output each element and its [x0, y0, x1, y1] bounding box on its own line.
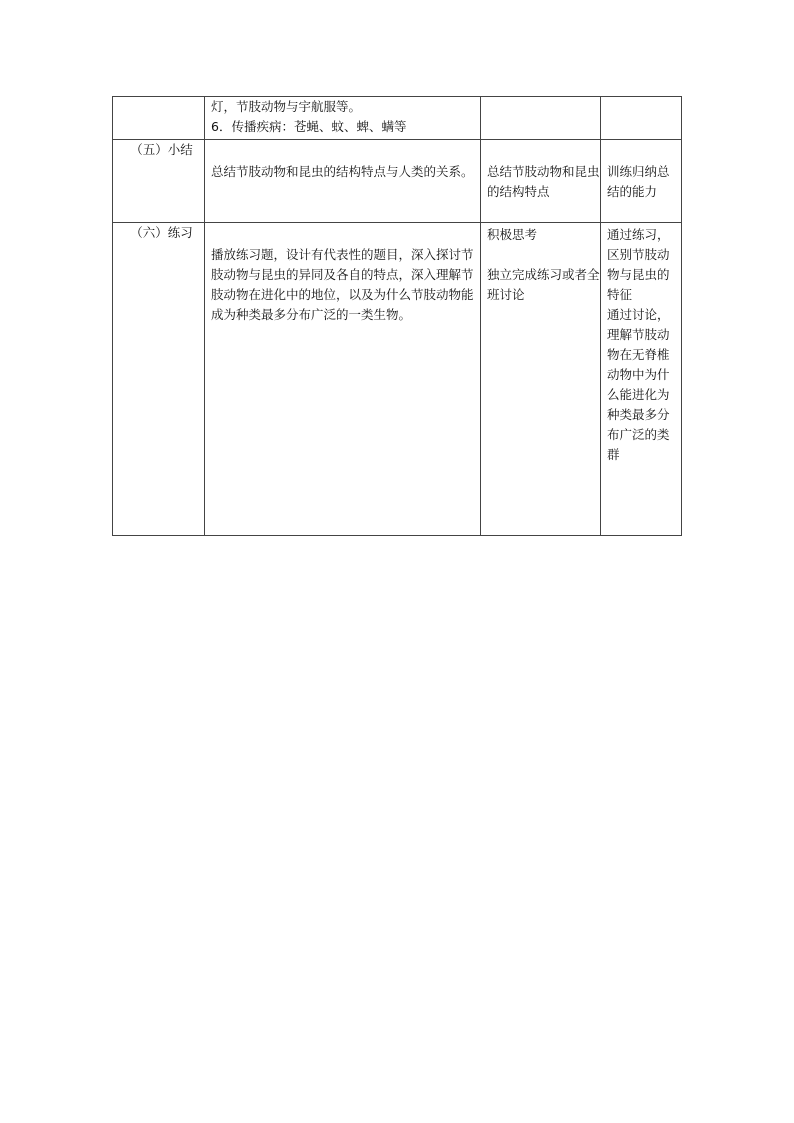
content-text: 总结节肢动物和昆虫的结构特点与人类的关系。	[211, 164, 474, 179]
content-cell	[205, 97, 481, 140]
table-row	[113, 97, 682, 140]
purpose-cell	[601, 223, 682, 536]
content-text: 播放练习题，设计有代表性的题目，深入探讨节肢动物与昆虫的异同及各自的特点，深入理解节肢动物在进化中的地位，以及为什么节肢动物能成为种类最多分布广泛的一类生物。	[211, 247, 474, 322]
content-cell	[205, 223, 481, 536]
content-line: 6．传播疾病：苍蝇、蚊、蜱、螨等	[211, 119, 407, 134]
purpose-cell	[601, 140, 682, 223]
table-row	[113, 223, 682, 536]
stage-cell	[113, 97, 205, 140]
student-activity-line: 独立完成练习或者全班讨论	[487, 267, 600, 302]
table-row	[113, 140, 682, 223]
content-line: 灯，节肢动物与宇航服等。	[211, 99, 362, 114]
purpose-line: 通过练习，区别节肢动物与昆虫的特征	[607, 227, 670, 302]
student-activity-cell	[481, 97, 601, 140]
content-cell	[205, 140, 481, 223]
student-activity-cell	[481, 223, 601, 536]
stage-label: （五）小结	[113, 140, 205, 223]
purpose-cell	[601, 97, 682, 140]
student-activity-line: 积极思考	[487, 227, 538, 242]
student-activity-text: 总结节肢动物和昆虫的结构特点	[487, 164, 600, 199]
lesson-plan-table	[112, 96, 682, 536]
purpose-text: 训练归纳总结的能力	[607, 164, 670, 199]
stage-label: （六）练习	[113, 223, 205, 536]
student-activity-cell	[481, 140, 601, 223]
purpose-line: 通过讨论，理解节肢动物在无脊椎动物中为什么能进化为种类最多分布广泛的类群	[607, 307, 670, 462]
